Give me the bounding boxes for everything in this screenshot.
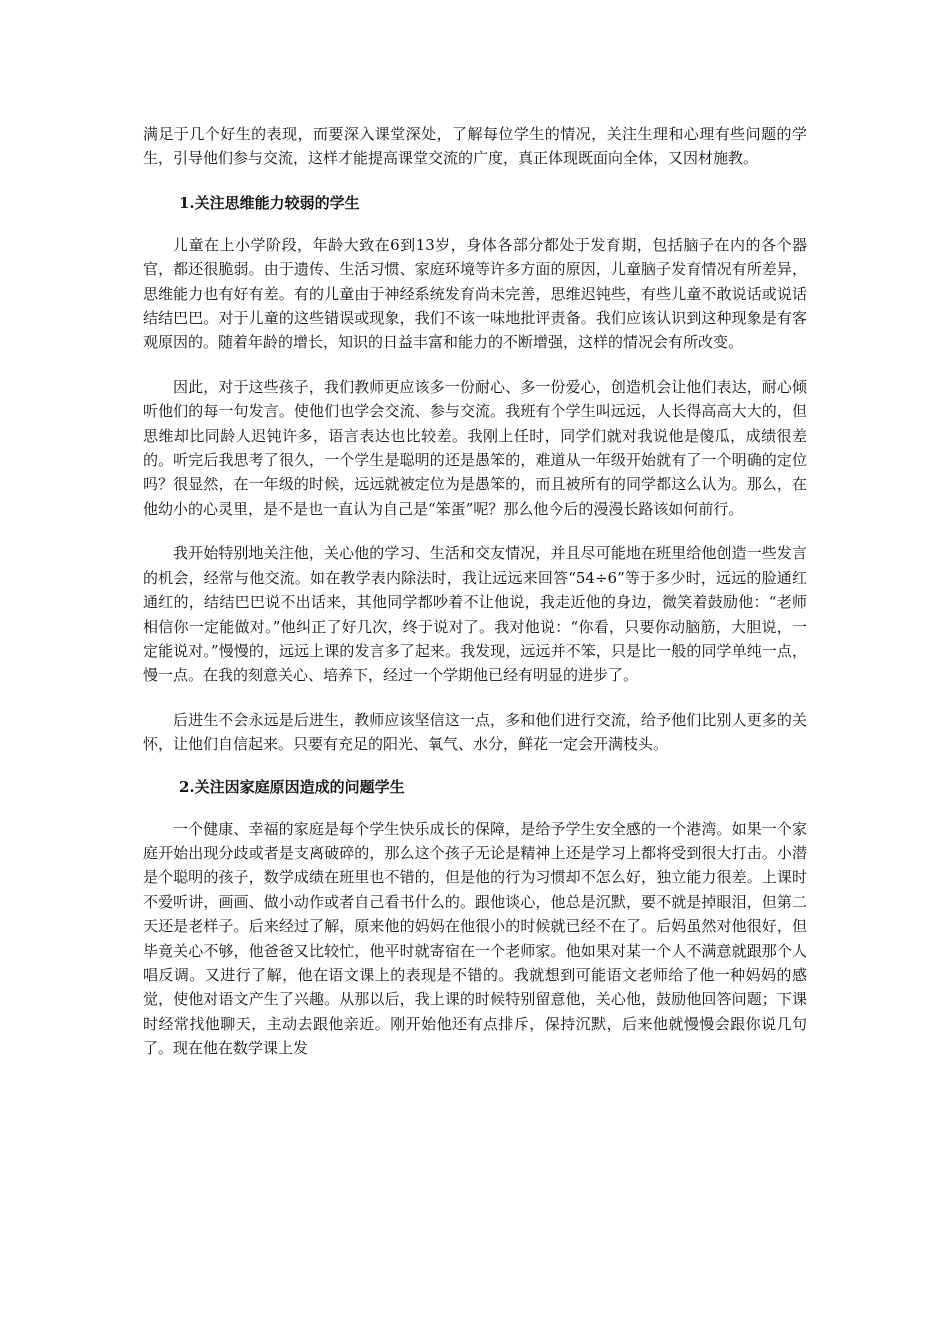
- section-2-paragraph-1: 一个健康、幸福的家庭是每个学生快乐成长的保障，是给予学生安全感的一个港湾。如果一个家庭开始出现分歧或者是支离破碎的，那么这个孩子无论是精神上还是学习上都将受到很大打击。小潜是个聪明的孩子，数学成绩在班里也不错的，但是他的行为习惯却不怎么好，独立能力很差。上课时不爱听讲，画画、做小动作或者自己看书什么的。跟他谈心，他总是沉默，要不就是掉眼泪，但第二天还是老样子。后来经过了解，原来他的妈妈在他很小的时候就已经不在了。后妈虽然对他很好，但毕竟关心不够，他爸爸又比较忙，他平时就寄宿在一个老师家。他如果对某一个人不满意就跟那个人唱反调。又进行了解，他在语文课上的表现是不错的。我就想到可能语文老师给了他一种妈妈的感觉，使他对语文产生了兴趣。从那以后，我上课的时候特别留意他，关心他，鼓励他回答问题；下课时经常找他聊天，主动去跟他亲近。刚开始他还有点排斥，保持沉默，后来他就慢慢会跟你说几句了。现在他在数学课上发: [143, 819, 807, 1058]
- section-heading-1: 1.关注思维能力较弱的学生: [179, 193, 360, 212]
- intro-paragraph: 满足于几个好生的表现，而要深入课堂深处，了解每位学生的情况，关注生理和心理有些问题的学生，引导他们参与交流，这样才能提高课堂交流的广度，真正体现既面向全体，又因材施教。: [143, 125, 807, 168]
- section-1-paragraph-3: 我开始特别地关注他，关心他的学习、生活和交友情况，并且尽可能地在班里给他创造一些发言的机会，经常与他交流。如在教学表内除法时，我让远远来回答“54÷6”等于多少时，远远的脸通红通红的，结结巴巴说不出话来，其他同学都吵着不让他说，我走近他的身边，微笑着鼓励他：“老师相信你一定能做对。”他纠正了好几次，终于说对了。我对他说：“你看，只要你动脑筋，大胆说，一定能说对。”慢慢的，远远上课的发言多了起来。我发现，远远并不笨，只是比一般的同学单纯一点，慢一点。在我的刻意关心、培养下，经过一个学期他已经有明显的进步了。: [143, 544, 807, 685]
- section-1-paragraph-1: 儿童在上小学阶段，年龄大致在6到13岁，身体各部分都处于发育期，包括脑子在内的各个器官，都还很脆弱。由于遗传、生活习惯、家庭环境等许多方面的原因，儿童脑子发育情况有所差异，思维能力也有好有差。有的儿童由于神经系统发育尚未完善，思维迟钝些，有些儿童不敢说话或说话结结巴巴。对于儿童的这些错误或现象，我们不该一味地批评责备。我们应该认识到这种现象是有客观原因的。随着年龄的增长，知识的日益丰富和能力的不断增强，这样的情况会有所改变。: [143, 235, 807, 352]
- section-1-paragraph-2: 因此，对于这些孩子，我们教师更应该多一份耐心、多一份爱心，创造机会让他们表达，耐心倾听他们的每一句发言。使他们也学会交流、参与交流。我班有个学生叫远远，人长得高高大大的，但思维却比同龄人迟钝许多，语言表达也比较差。我刚上任时，同学们就对我说他是傻瓜，成绩很差的。听完后我思考了很久，一个学生是聪明的还是愚笨的，难道从一年级开始就有了一个明确的定位吗？很显然，在一年级的时候，远远就被定位为是愚笨的，而且被所有的同学都这么认为。那么，在他幼小的心灵里，是不是也一直认为自己是“笨蛋”呢？那么他今后的漫漫长路该如何前行。: [143, 377, 807, 518]
- document-body: [143, 122, 807, 1061]
- section-1-paragraph-4: 后进生不会永远是后进生，教师应该坚信这一点，多和他们进行交流，给予他们比别人更多的关怀，让他们自信起来。只要有充足的阳光、氧气、水分，鲜花一定会开满枝头。: [143, 710, 807, 754]
- section-heading-2: 2.关注因家庭原因造成的问题学生: [179, 777, 405, 796]
